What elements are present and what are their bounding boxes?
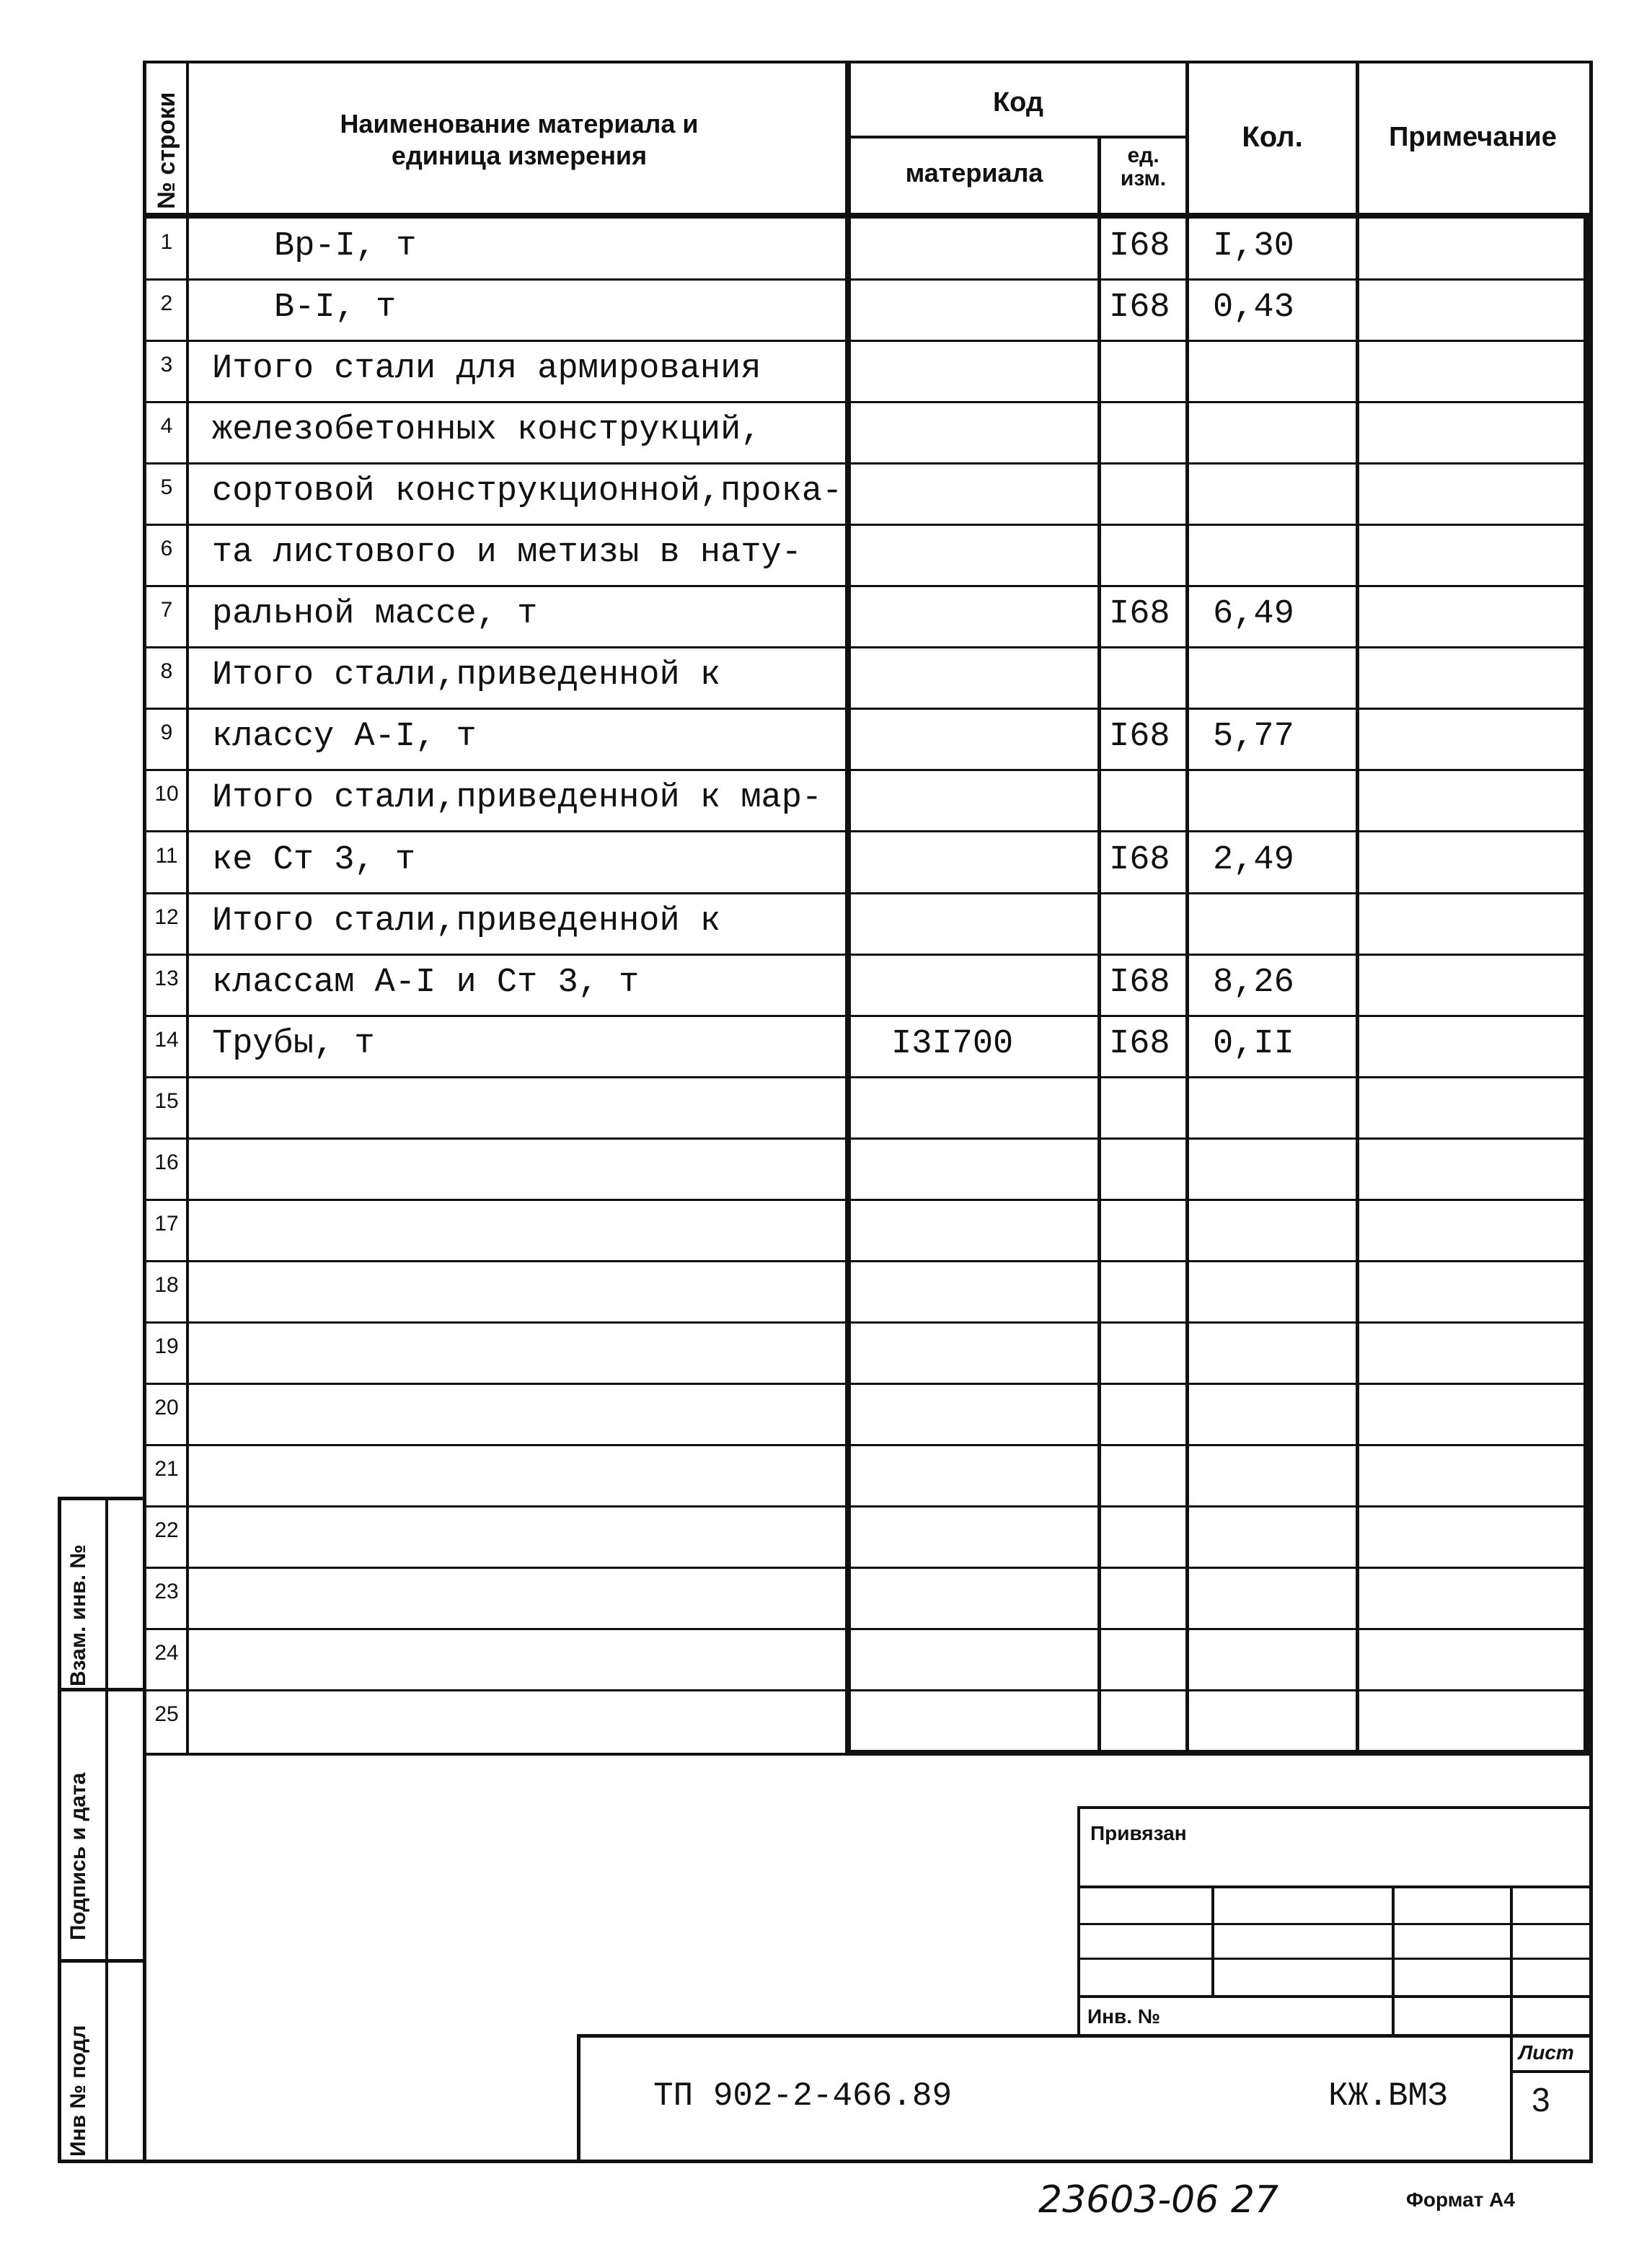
- handwritten-number: 23603-06 27: [1038, 2178, 1279, 2222]
- row-name: Итого стали для армирования: [212, 350, 761, 388]
- row-separator: [143, 278, 1589, 281]
- row-number: 1: [160, 230, 173, 254]
- row-name: Итого стали,приведенной к мар-: [212, 779, 823, 817]
- row-name: Трубы, т: [212, 1025, 375, 1063]
- privyazan-label: Привязан: [1090, 1822, 1187, 1844]
- row-unit: I68: [1109, 227, 1170, 265]
- row-number: 3: [160, 353, 173, 377]
- row-separator: [143, 462, 1589, 465]
- row-unit: I68: [1109, 289, 1170, 327]
- row-number: 15: [154, 1089, 179, 1113]
- row-name: Итого стали,приведенной к: [212, 656, 721, 695]
- row-separator: [143, 1199, 1589, 1201]
- row-number: 13: [154, 967, 179, 990]
- row-number: 7: [160, 598, 173, 622]
- row-qty: 5,77: [1213, 718, 1294, 756]
- row-number: 2: [160, 291, 173, 315]
- row-separator: [143, 1689, 1589, 1691]
- row-unit: I68: [1109, 964, 1170, 1002]
- row-separator: [143, 1260, 1589, 1262]
- row-number: 4: [160, 414, 173, 438]
- row-number: 25: [154, 1702, 179, 1726]
- row-number: 11: [155, 844, 178, 868]
- header-name-line2: единица измерения: [391, 141, 648, 170]
- row-name: сортовой конструкционной,прока-: [212, 472, 843, 511]
- row-number: 24: [154, 1641, 179, 1665]
- row-separator: [143, 585, 1589, 587]
- inv-no-label: Инв. №: [1087, 2005, 1161, 2028]
- row-name: классу А-I, т: [212, 718, 477, 756]
- row-separator: [143, 1444, 1589, 1446]
- row-name: В-I, т: [274, 289, 397, 327]
- stamp-inv-label: Инв № подл: [66, 2025, 90, 2157]
- row-unit: I68: [1109, 1025, 1170, 1063]
- stamp-vzam-label: Взам. инв. №: [66, 1544, 90, 1686]
- row-name: ральной массе, т: [212, 595, 538, 633]
- header-note: Примечание: [1389, 122, 1557, 152]
- row-number: 23: [154, 1580, 179, 1603]
- row-separator: [143, 401, 1589, 403]
- row-qty: I,30: [1213, 227, 1294, 265]
- row-separator: [143, 524, 1589, 526]
- row-separator: [143, 1505, 1589, 1508]
- row-number: 12: [154, 905, 179, 929]
- row-name: классам А-I и Ст 3, т: [212, 964, 640, 1002]
- row-unit: I68: [1109, 841, 1170, 879]
- row-separator: [143, 1567, 1589, 1569]
- row-qty: 0,II: [1213, 1025, 1294, 1063]
- row-unit: I68: [1109, 718, 1170, 756]
- row-name: железобетонных конструкций,: [212, 411, 761, 449]
- header-code: Код: [992, 87, 1044, 118]
- row-number: 14: [154, 1028, 179, 1052]
- row-number: 18: [154, 1273, 179, 1297]
- row-number: 21: [154, 1457, 179, 1481]
- row-number: 9: [160, 721, 173, 744]
- header-name-line1: Наименование материала и: [340, 109, 699, 138]
- row-separator: [143, 954, 1589, 956]
- row-separator: [143, 708, 1589, 710]
- row-number: 22: [154, 1518, 179, 1542]
- row-name: Вр-I, т: [274, 227, 417, 265]
- row-number: 19: [154, 1334, 179, 1358]
- row-number: 16: [154, 1150, 179, 1174]
- sheet-value: 3: [1532, 2081, 1550, 2118]
- sheet-label: Лист: [1519, 2041, 1574, 2064]
- row-name: та листового и метизы в нату-: [212, 534, 802, 572]
- row-number: 6: [160, 537, 173, 560]
- doc-code: КЖ.ВМЗ: [1328, 2077, 1448, 2115]
- row-qty: 6,49: [1213, 595, 1294, 633]
- stamp-podpis-label: Подпись и дата: [66, 1772, 90, 1940]
- doc-number: ТП 902-2-466.89: [653, 2077, 953, 2115]
- header-code-material: материала: [905, 158, 1043, 188]
- row-separator: [143, 1015, 1589, 1017]
- row-qty: 2,49: [1213, 841, 1294, 879]
- row-number: 10: [154, 782, 179, 806]
- row-qty: 0,43: [1213, 289, 1294, 327]
- row-separator: [143, 1137, 1589, 1140]
- row-qty: 8,26: [1213, 964, 1294, 1002]
- row-separator: [143, 1383, 1589, 1385]
- row-separator: [143, 340, 1589, 342]
- row-number: 20: [154, 1396, 179, 1420]
- row-separator: [143, 1628, 1589, 1630]
- row-name: ке Ст 3, т: [212, 841, 416, 879]
- row-separator: [143, 1321, 1589, 1324]
- row-unit: I68: [1109, 595, 1170, 633]
- row-name: Итого стали,приведенной к: [212, 902, 721, 941]
- row-number: 17: [154, 1212, 179, 1236]
- header-code-unit-1: ед.: [1127, 144, 1160, 167]
- row-code: I3I700: [891, 1025, 1014, 1063]
- row-separator: [143, 769, 1589, 771]
- row-separator: [143, 830, 1589, 832]
- row-number: 5: [160, 475, 173, 499]
- format-label: Формат А4: [1406, 2188, 1515, 2211]
- header-qty: Кол.: [1242, 121, 1303, 153]
- row-separator: [143, 646, 1589, 648]
- row-separator: [143, 1076, 1589, 1078]
- row-separator: [143, 892, 1589, 894]
- row-number: 8: [160, 659, 173, 683]
- header-code-unit-2: изм.: [1120, 167, 1167, 190]
- header-rownum: № строки: [153, 92, 180, 209]
